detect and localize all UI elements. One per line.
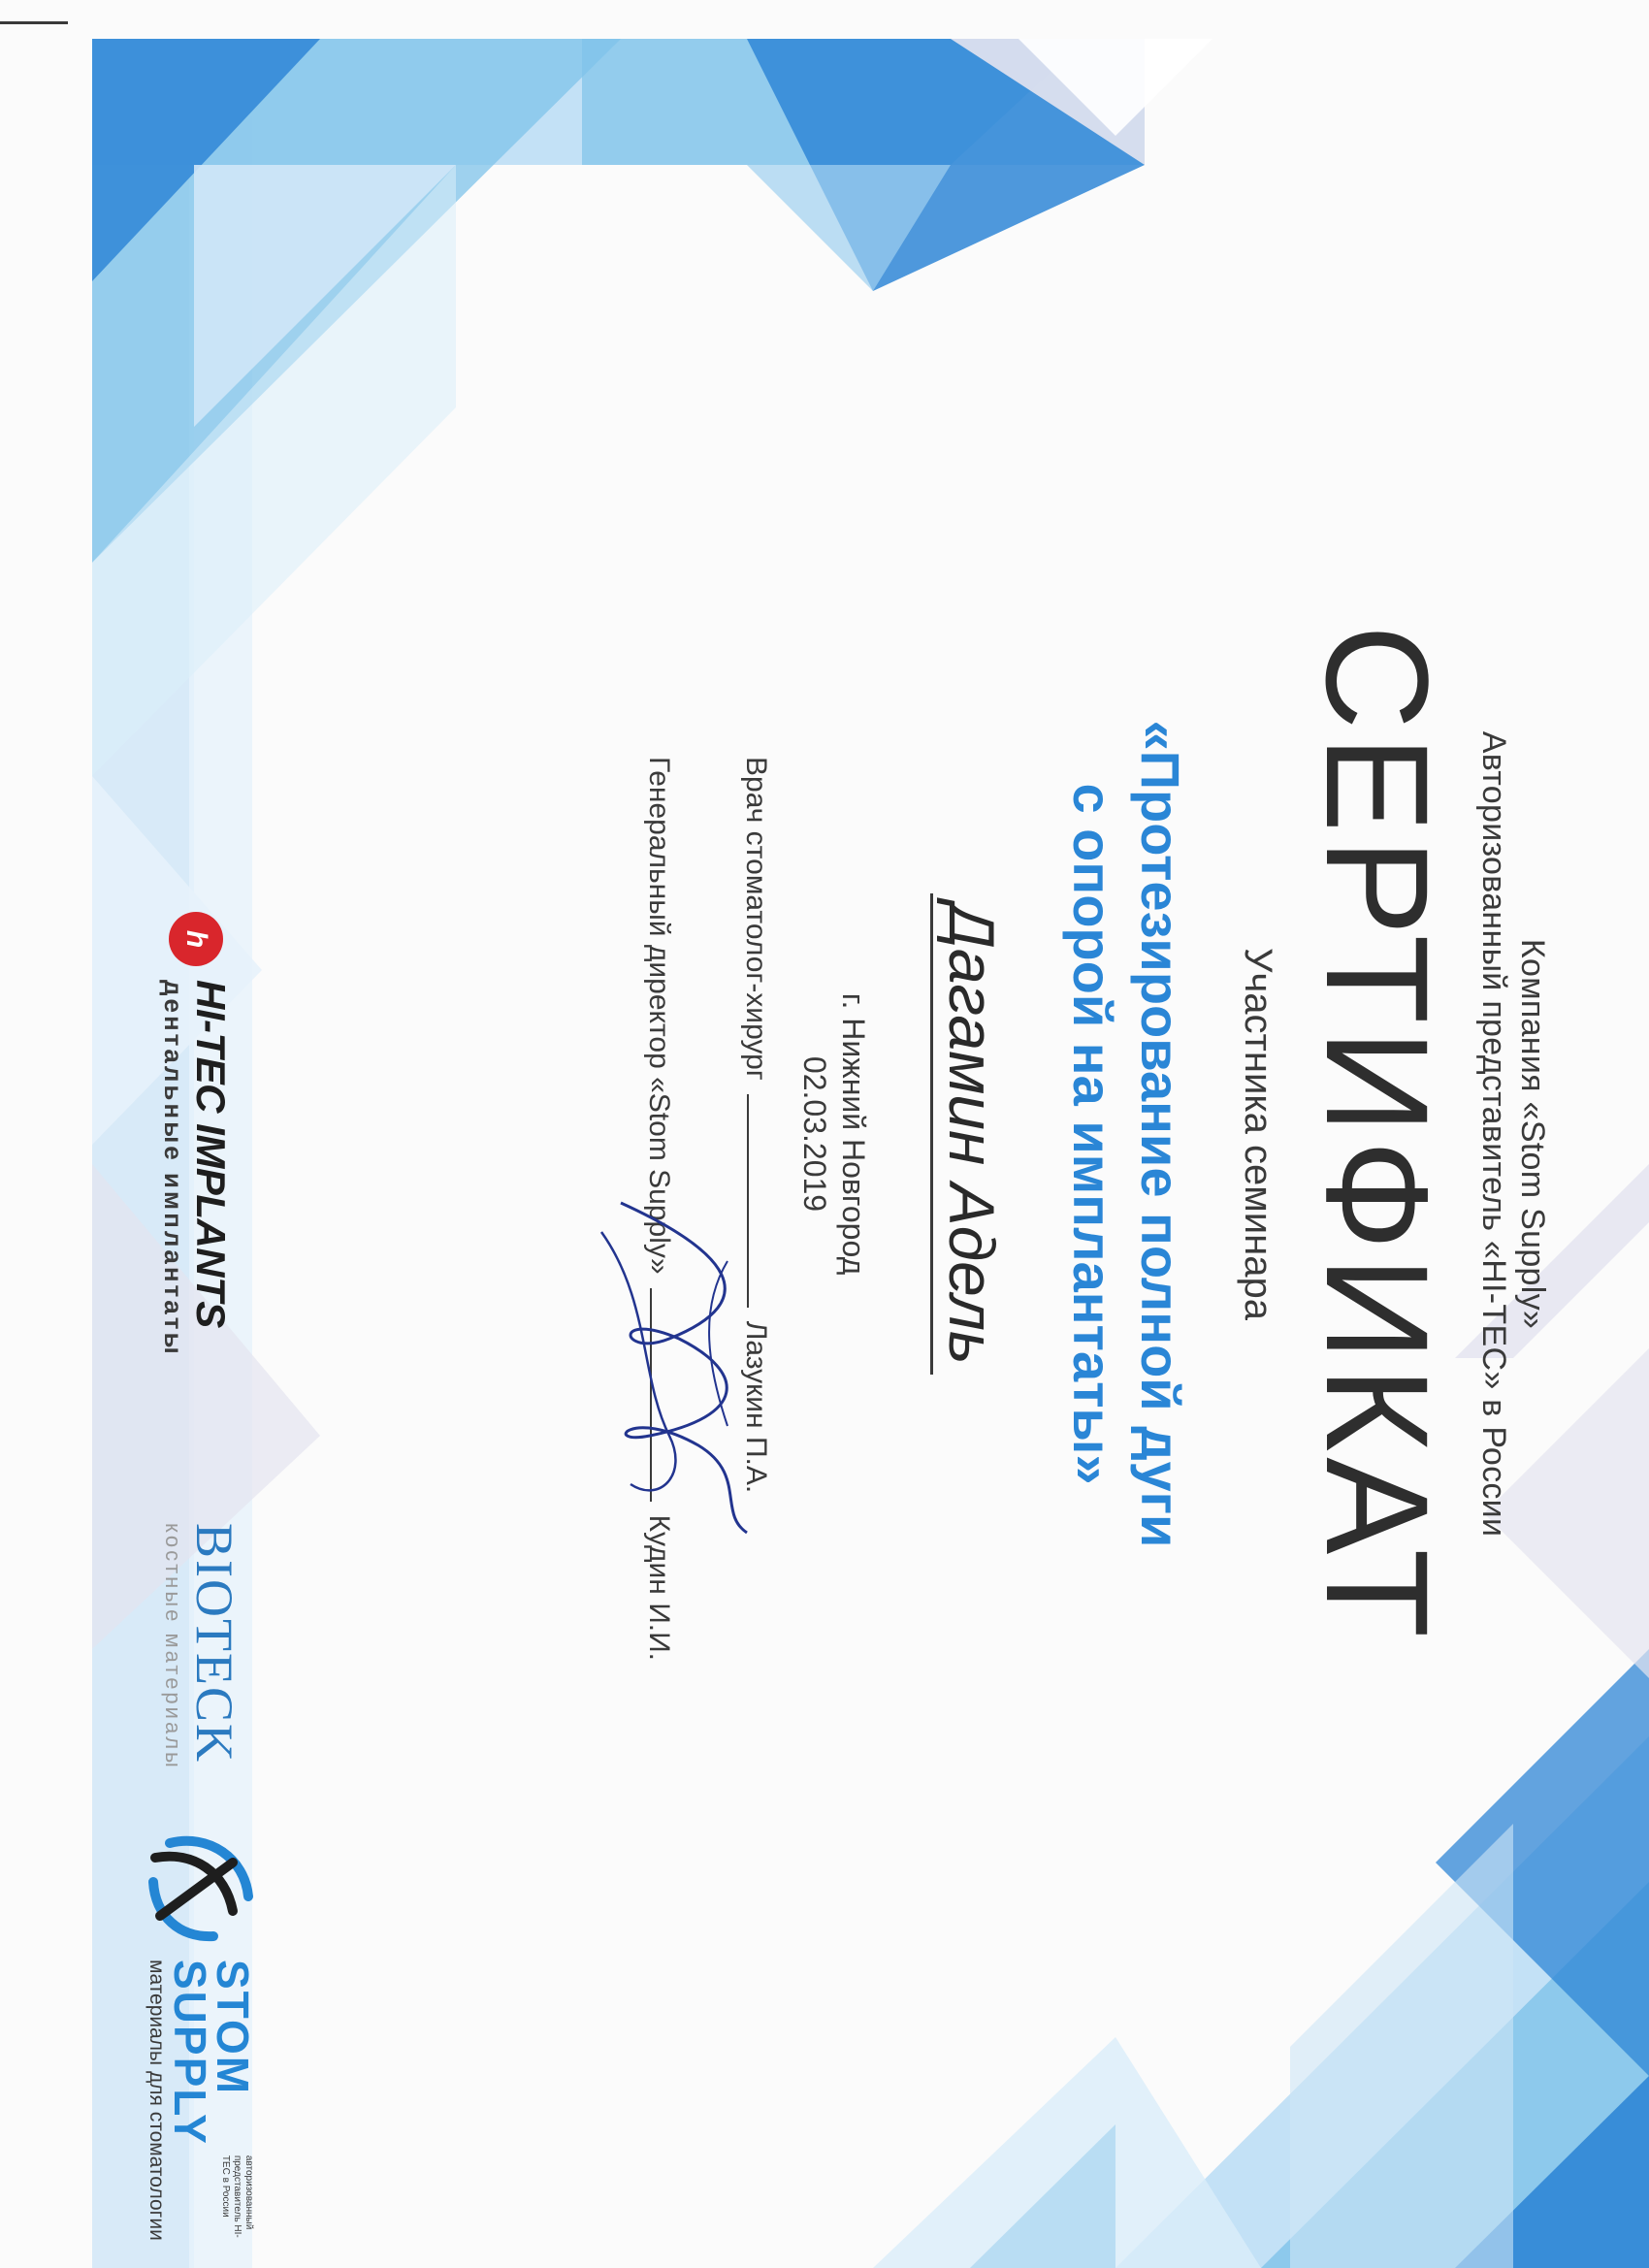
handwritten-signature: [572, 1193, 786, 1542]
stom-logo-tiny: авторизованный представитель HI-TEC в России: [220, 2155, 254, 2238]
stom-logo-name-2: SUPPLY: [165, 1960, 215, 2146]
city: г. Нижний Новгород: [836, 992, 871, 1276]
certificate-subtitle: Участника семинара: [1237, 948, 1279, 1320]
biotec-logo-sub: костные материалы: [161, 1523, 185, 1770]
hitec-logo: [159, 912, 233, 1357]
stom-logo-name-1: STOM: [208, 1960, 258, 2096]
signature-name: Лазукин П.А.: [740, 1320, 772, 1494]
hitec-logo-name: HI-TEC IMPLANTS: [188, 980, 234, 1328]
stom-supply-logo: [136, 1824, 262, 2243]
signature-role: Генеральный директор «Stom Supply»: [643, 757, 675, 1275]
stom-logo-sub: материалы для стоматологии: [146, 1960, 168, 2241]
company-line-1: Компания «Stom Supply»: [1514, 938, 1551, 1330]
stom-supply-logo-icon: [136, 1824, 262, 1950]
signature-name: Кудин И.И.: [643, 1514, 675, 1662]
date: 02.03.2019: [797, 1055, 832, 1213]
seminar-title-line-1: «Протезирование полной дуги: [1130, 720, 1191, 1548]
signature-role: Врач стоматолог-хирург: [740, 757, 772, 1081]
participant-block: [930, 0, 1009, 2268]
certificate-title: СЕРТИФИКАТ: [1296, 624, 1459, 1644]
company-line-2: Авторизованный представитель «HI-TEC» в России: [1475, 730, 1512, 1538]
biotec-logo-name: BIOTECK: [185, 1523, 243, 1764]
participant-name: Дагамин Адель: [930, 893, 1009, 1374]
biotec-logo: [159, 1523, 242, 1770]
hitec-logo-icon: h: [169, 912, 223, 966]
hitec-logo-sub: дентальные имплантаты: [159, 980, 188, 1357]
seminar-title-line-2: с опорой на имплантаты»: [1062, 783, 1123, 1485]
